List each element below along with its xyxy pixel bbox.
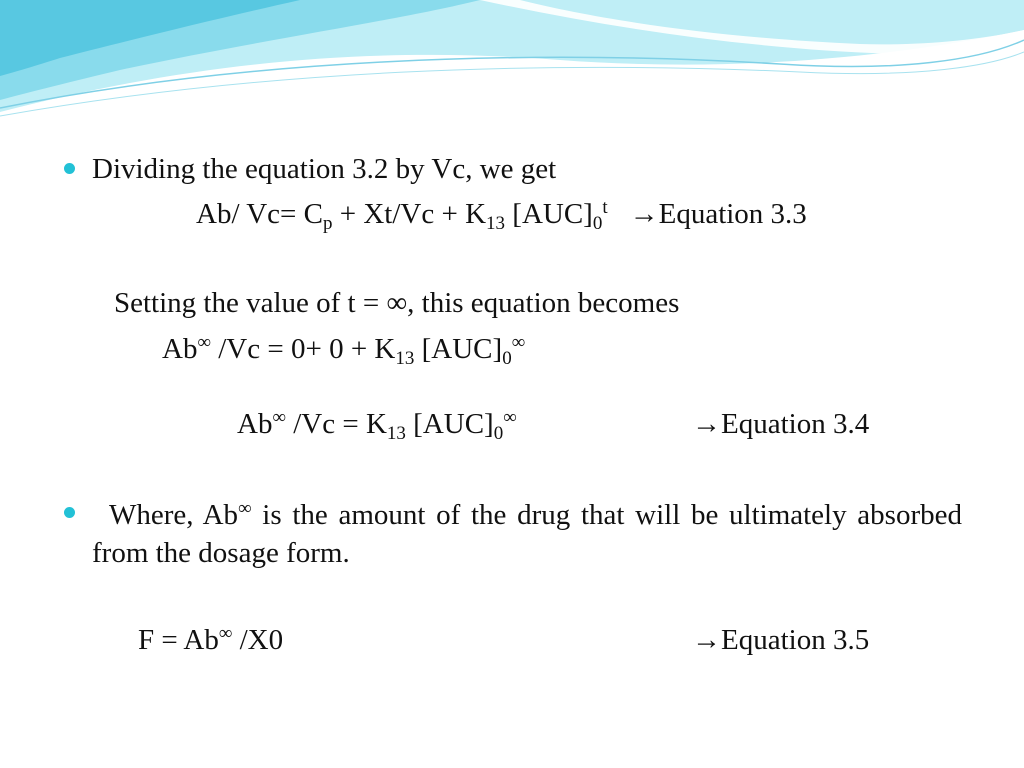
eqinf-sub-0: 0 [502,348,512,369]
eq33-sub-13: 13 [486,213,506,234]
eq34-part-e: [AUC] [405,408,494,440]
equation-3-5 [138,623,283,657]
eq34-sup-inf2: ∞ [503,407,517,428]
eq33-part-a: Ab/ Vc= C [196,198,323,230]
eqinf-part-e: [AUC] [414,333,503,365]
eq35-label: →Equation 3.5 [692,624,870,656]
b2-part-a: Where, Ab [109,499,239,531]
eq34-sub-13: 13 [386,423,406,444]
eqinf-part-c: /Vc = 0+ 0 + K [211,333,396,365]
eq34-label: →Equation 3.4 [692,408,870,440]
eq35-sup-inf: ∞ [218,623,233,644]
eqinf-sup-inf2: ∞ [511,332,526,353]
eq35-part-a: F = Ab [138,624,219,656]
b2-sup-inf: ∞ [238,498,252,519]
eq33-sub-p: p [323,213,333,234]
bullet-dot-1 [64,163,75,174]
bullet-dot-2 [64,507,75,518]
bullet-text-2 [92,496,962,572]
eq35-part-c: /X0 [232,624,284,656]
eqinf-sup-inf: ∞ [197,332,211,353]
b2-part-c: is the amount of the drug that will be ultimately absorbed from the dosage form. [92,499,962,569]
equation-3-3 [196,197,807,234]
eq33-part-e: [AUC] [505,198,593,230]
eq33-part-c: + Xt/Vc + K [332,198,487,230]
equation-3-4 [237,407,517,444]
eq34-sup-inf: ∞ [272,407,286,428]
eqinf-sub-13: 13 [395,348,415,369]
eq33-label: →Equation 3.3 [629,198,807,230]
header-wave-decoration [0,0,1024,130]
eq34-part-c: /Vc = K [286,408,387,440]
eq33-sub-0: 0 [592,213,603,234]
equation-infinity [162,332,526,369]
eqinf-part-a: Ab [162,333,198,365]
eq34-part-a: Ab [237,408,273,440]
eq34-sub-0: 0 [493,423,504,444]
bullet-text-1: Dividing the equation 3.2 by Vc, we get [92,153,557,185]
setting-text: Setting the value of t = ∞, this equation becomes [114,287,680,319]
eq33-sup-t: t [602,197,608,218]
